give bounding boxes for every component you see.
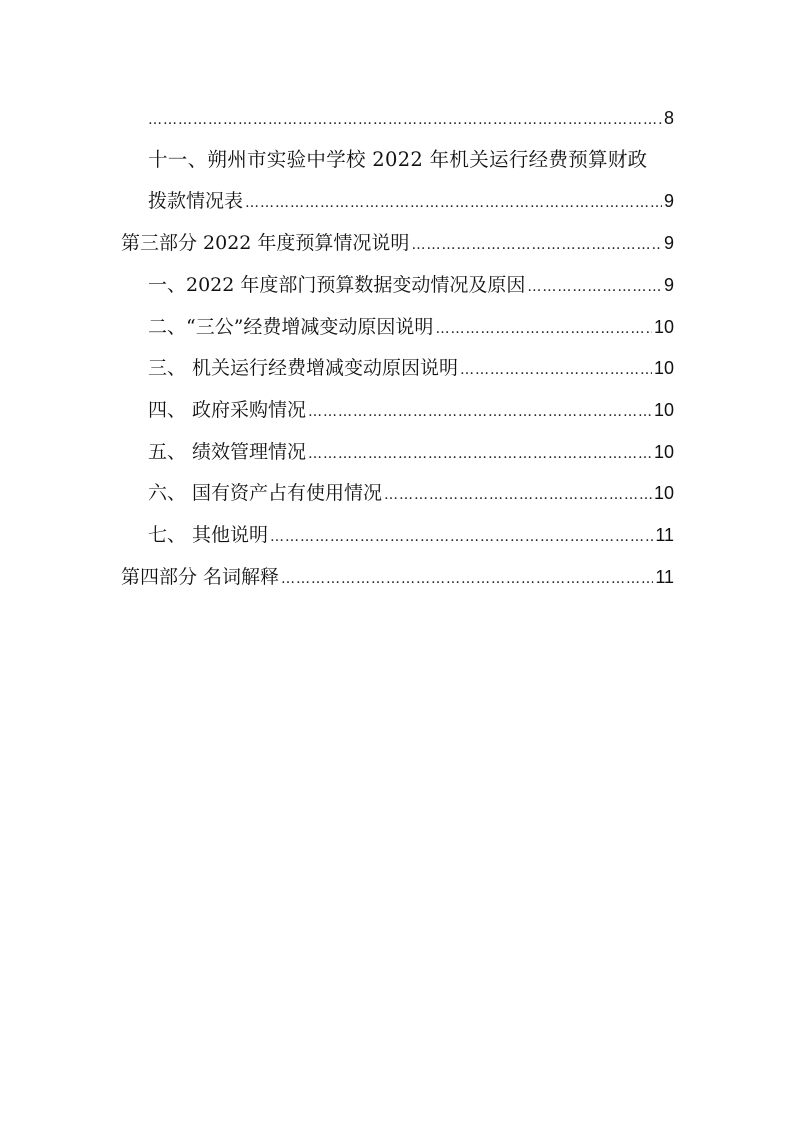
toc-item-label: 拨款情况表 — [148, 190, 244, 212]
toc-item-label: 五、 绩效管理情况 — [148, 441, 307, 463]
dot-leader — [148, 108, 662, 132]
toc-item-label: 六、 国有资产占有使用情况 — [148, 482, 383, 504]
dot-leader — [308, 442, 652, 466]
toc-entry-continued[interactable] — [148, 106, 674, 132]
toc-item-11[interactable] — [148, 189, 674, 215]
toc-page-number: 9 — [663, 191, 674, 211]
toc-part-3[interactable] — [121, 231, 674, 257]
toc-page-number: 10 — [653, 483, 674, 503]
toc-item-label: 四、 政府采购情况 — [148, 399, 307, 421]
dot-leader — [435, 317, 652, 341]
dot-leader — [270, 525, 653, 549]
dot-leader — [411, 233, 662, 257]
toc-page-number: 10 — [653, 317, 674, 337]
toc-item-label: 一、2022 年度部门预算数据变动情况及原因 — [148, 274, 526, 296]
dot-leader — [527, 275, 662, 299]
dot-leader — [460, 358, 652, 382]
toc-page-number: 10 — [653, 442, 674, 462]
toc-item-label: 二、“三公”经费增减变动原因说明 — [148, 316, 434, 338]
toc-page-number: 11 — [655, 567, 674, 587]
toc-page-number: 11 — [655, 525, 674, 545]
toc-part-4[interactable] — [121, 565, 674, 591]
toc-page-number: 9 — [663, 233, 674, 253]
toc-part3-item-6[interactable] — [148, 481, 674, 507]
toc-page-number: 9 — [663, 275, 674, 295]
toc-page-number: 10 — [653, 400, 674, 420]
dot-leader — [308, 400, 652, 424]
toc-part3-item-4[interactable] — [148, 398, 674, 424]
dot-leader — [384, 483, 652, 507]
toc-part-label: 第四部分 名词解释 — [121, 566, 280, 588]
toc-item-label: 三、 机关运行经费增减变动原因说明 — [148, 357, 459, 379]
dot-leader — [245, 191, 662, 215]
toc-part-label: 第三部分 2022 年度预算情况说明 — [121, 232, 410, 254]
toc-part3-item-3[interactable] — [148, 356, 674, 382]
toc-page-number: 10 — [653, 358, 674, 378]
toc-part3-item-1[interactable] — [148, 273, 674, 299]
toc-page-number: 8 — [663, 108, 674, 128]
toc-part3-item-2[interactable] — [148, 315, 674, 341]
toc-part3-item-5[interactable] — [148, 440, 674, 466]
dot-leader — [281, 567, 653, 591]
toc-item-label: 七、 其他说明 — [148, 524, 269, 546]
toc-part3-item-7[interactable] — [148, 523, 674, 549]
toc-item-11-line1[interactable]: 十一、朔州市实验中学校 2022 年机关运行经费预算财政 — [148, 148, 648, 171]
